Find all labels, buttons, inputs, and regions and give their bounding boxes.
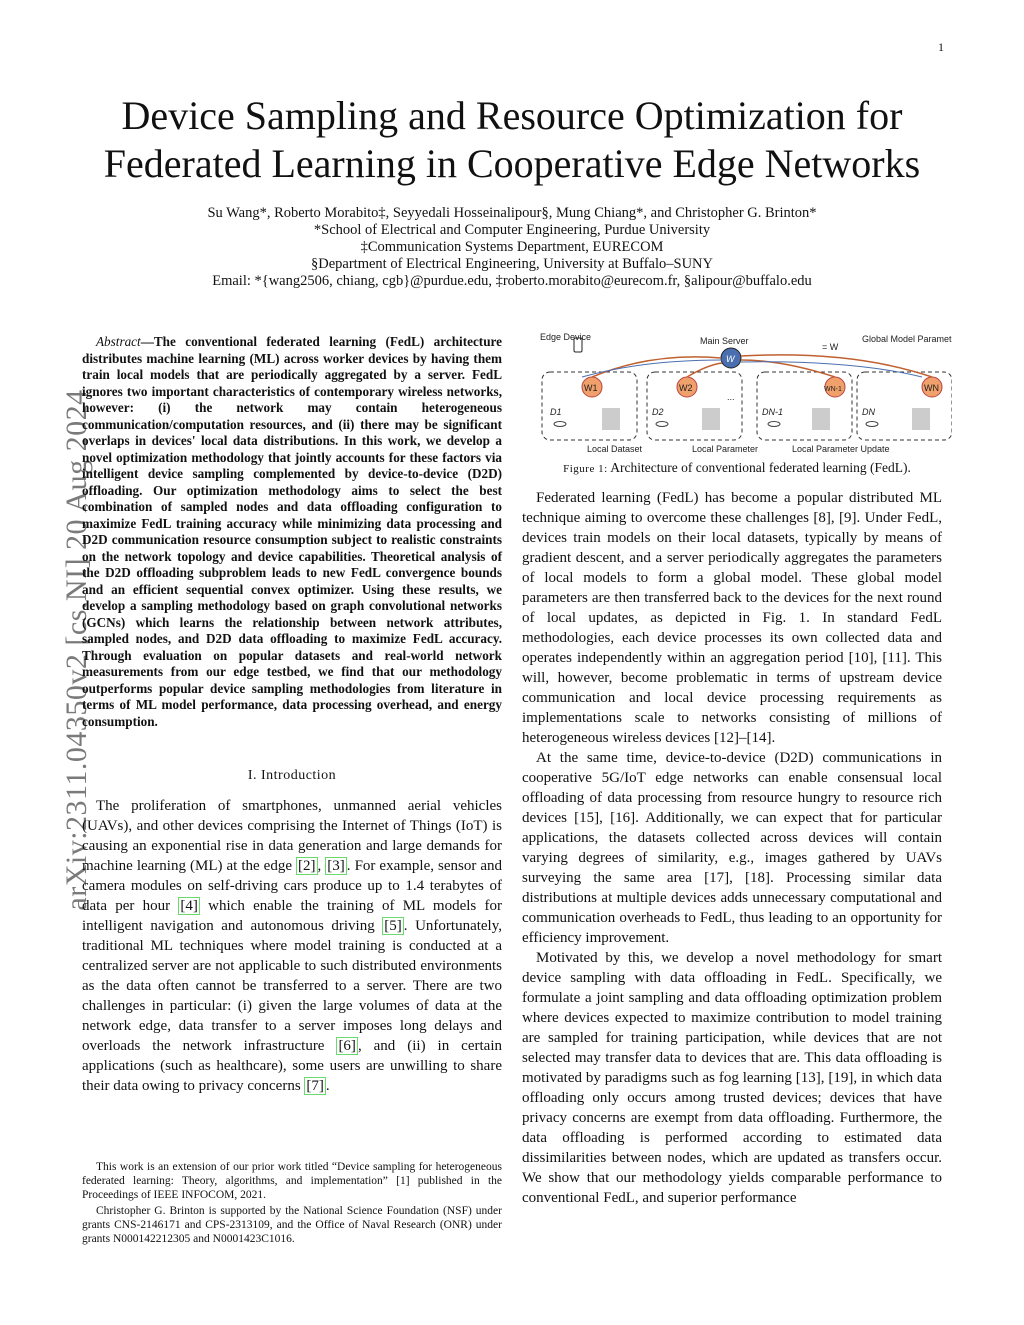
edge-device-label: Edge Device [540,332,592,342]
figure-caption [522,460,952,476]
neural-net-icon [602,408,620,430]
dataset-label: DN-1 [762,407,784,417]
downlink-arrow [582,360,722,377]
neural-net-icon [812,408,830,430]
dataset-label: D1 [550,407,562,417]
paper-title [0,92,1024,188]
footnotes [82,1160,502,1248]
formula-equals: = W [822,342,839,352]
database-icon [656,422,668,427]
title-line-1: Device Sampling and Resource Optimization for [121,93,903,138]
title-line-2: Federated Learning in Cooperative Edge Networks [103,141,921,186]
caption-text: Architecture of conventional federated learning (FedL). [607,460,911,475]
section-heading-introduction: I. Introduction [247,768,337,783]
local-parameter-label: Local Parameter [692,444,759,454]
neural-net-icon [912,408,930,430]
main-server-label: Main Server [700,336,749,346]
affiliation-eurecom: ‡Communication Systems Department, EURECOM [360,239,664,255]
ellipsis-label: ... [727,392,735,402]
intro-paragraph-d2d: At the same time, device-to-device (D2D) communications in cooperative 5G/IoT edge networks can enable consensual local offloading of data processing from resource hungry to resource rich devices [15], [16]. Additionally, we can expect that for particular applications, the datasets collected across devices will contain varying degrees of similarity, e.g., images gathered by UAVs surveying the same area [17], [18]. Processing similar data distributions at multiple devices adds unnecessary computational and communication overheads to FedL, thus leading to an opportunity for efficiency improvement. [522,750,942,946]
footnote-funding: Christopher G. Brinton is supported by the National Science Foundation (NSF) under grants CNS-2146171 and CPS-2313109, and the Office of Naval Research (ONR) under grants N000142212305 and N0001423C1016. [82,1205,502,1245]
intro-paragraph-fedl: Federated learning (FedL) has become a popular distributed ML technique aiming to overcome these challenges [8], [9]. Under FedL, devices train models on their local datasets, typically by means of gradient descent, and a server periodically aggregates the parameters of local models to form a global model. These global model parameters are then transferred back to the devices for the next round of local updates, as depicted in Fig. 1. In standard FedL methodologies, each device processes its own collected data and operates independently within an aggregation period [10], [11]. This will, however, become problematic in terms of upstream device communication and local device processing requirements as implementations scale to networks consisting of millions of heterogeneous wireless devices [12]–[14]. [522,490,942,746]
author-emails: Email: *{wang2506, chiang, cgb}@purdue.edu, ‡roberto.morabito@eurecom.fr, §alipour@buffalo.edu [212,273,812,289]
fedl-diagram [522,330,952,455]
citation-link[interactable]: [3] [327,858,345,874]
database-icon [554,422,566,427]
citation-link[interactable]: [6] [338,1038,356,1054]
citation-link[interactable]: [2] [298,858,316,874]
worker-label: WN [924,383,939,393]
global-model-label: Global Model Parameter [862,334,952,344]
uplink-arrow [741,355,932,377]
abstract-label: Abstract [96,334,141,349]
page-number: 1 [938,40,944,54]
citation-link[interactable]: [7] [306,1078,324,1094]
neural-net-icon [702,408,720,430]
figure-fedl-architecture [522,330,952,455]
intro-paragraph-motivation: Motivated by this, we develop a novel methodology for smart device sampling with data offloading in FedL. Specifically, we formulate a joint sampling and data offloading optimization problem where devices expected to maximize contribution to model training are sampled for training participation, while devices that are not selected may transfer data to devices that are. This data offloading is motivated by paradigms such as fog learning [13], [19], in which data offloading only occurs among trusted devices; devices that have privacy concerns are exempt from data offloading. Furthermore, the data offloading is performed according to estimated data dissimilarities between nodes, which are updated as transfers occur. We show that our methodology yields comparable performance to conventional FedL, and superior performance [522,950,942,1206]
arxiv-stamp-text: arXiv:2311.04350v2 [cs.NI] 20 Aug 2024 [60,389,93,911]
database-icon [866,422,878,427]
author-names: Su Wang*, Roberto Morabito‡, Seyyedali Hosseinalipour§, Mung Chiang*, and Christopher G. Brinton* [207,205,817,221]
worker-label: W2 [679,383,693,393]
affiliation-buffalo: §Department of Electrical Engineering, University at Buffalo–SUNY [311,256,713,272]
local-dataset-label: Local Dataset [587,444,643,454]
citation-link[interactable]: [5] [384,918,402,934]
uplink-arrow [687,363,722,377]
server-node-label: W [726,354,735,364]
abstract [82,334,502,730]
citation-link[interactable]: [4] [180,898,198,914]
worker-label: WN-1 [824,386,842,393]
worker-label: W1 [584,383,598,393]
footnote-prior-work: This work is an extension of our prior work titled “Device sampling for heterogeneous federated learning: Theory, algorithms, and implementation” [1] published in the Proceedings of IEEE INFOCOM, 2021. [82,1161,502,1201]
dataset-label: D2 [652,407,664,417]
author-block [0,205,1024,290]
downlink-arrow [741,362,922,377]
local-param-update-label: Local Parameter Update [792,444,890,454]
abstract-text: —The conventional federated learning (FedL) architecture distributes machine learning (ML) across worker devices by having them train local models that are periodically aggregated by a server. FedL ignores two important characteristics of contemporary wireless networks, however: (i) the network may contain heterogeneous communication/computation resources, and (ii) there may be significant overlaps in devices' local data distributions. In this work, we develop a novel optimization methodology that jointly accounts for these factors via intelligent device sampling complemented by device-to-device (D2D) offloading. Our optimization methodology aims to select the best combination of sampled nodes and data offloading configuration to maximize FedL training accuracy while minimizing data processing and D2D communication resource consumption subject to realistic constraints on the network topology and device capabilities. Theoretical analysis of the D2D offloading subproblem leads to new FedL convergence bounds and an efficient sequential convex optimizer. Using these results, we develop a sampling methodology based on graph convolutional networks (GCNs) which learns the relationship between network attributes, sampled nodes, and D2D data offloading to maximize FedL accuracy. Through evaluation on popular datasets and real-world network measurements from our edge testbed, we find that our methodology outperforms popular device sampling methodologies from literature in terms of ML model performance, data processing overhead, and energy consumption. [82,334,502,729]
caption-label: Figure 1: [563,463,608,475]
uplink-arrow [741,360,835,377]
right-column [522,488,942,1208]
affiliation-purdue: *School of Electrical and Computer Engineering, Purdue University [313,222,711,238]
database-icon [768,422,780,427]
left-column [82,334,502,1096]
intro-paragraph-1: The proliferation of smartphones, unmanned aerial vehicles (UAVs), and other devices comprising the Internet of Things (IoT) is causing an exponential rise in data generation and large demands for machine learning (ML) at the edge [2] , [3] . For example, sensor and camera modules on self-driving cars produce up to 1.4 terabytes of data per hour [4] which enable the training of ML models for intelligent navigation and autonomous driving [5] . Unfortunately, traditional ML techniques where model training is conducted at a centralized server are not applicable to such distributed environments as the data often cannot be transferred to a server. There are two challenges in particular: (i) given the large volumes of data at the network edge, data transfer to a server imposes long delays and overloads the network infrastructure [6] , and (ii) in certain applications (such as healthcare), some users are unwilling to share their data owing to privacy concerns [7] . [82,798,502,1094]
dataset-label: DN [862,407,875,417]
